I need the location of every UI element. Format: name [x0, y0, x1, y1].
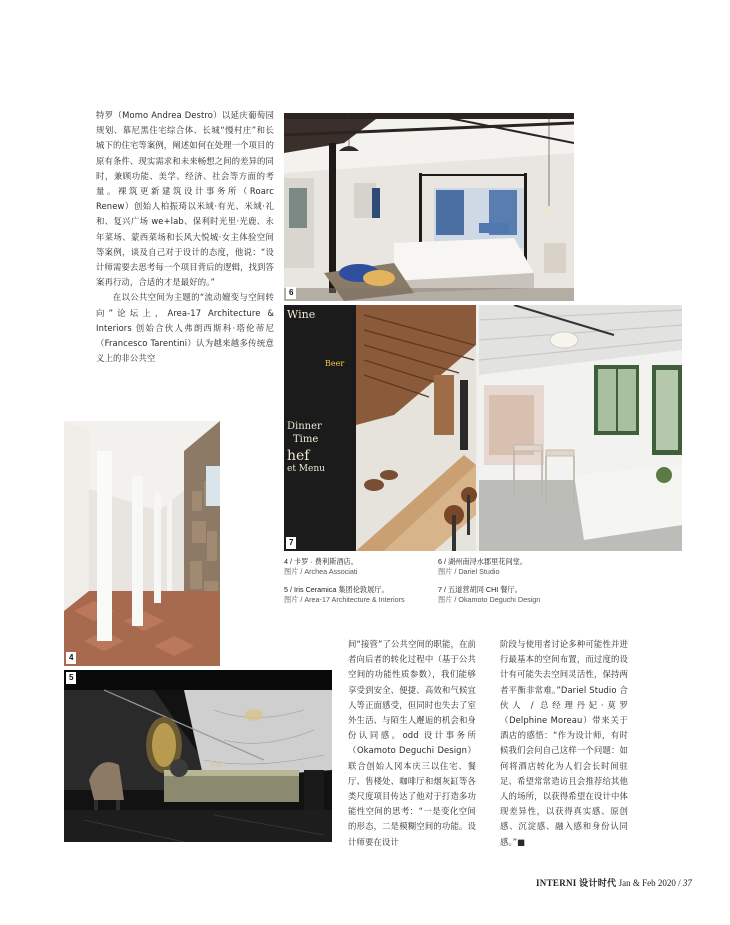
caption-title: 6 / 湖州南浔水郡里花间堂。: [438, 557, 528, 566]
article-paragraph: 间“接管”了公共空间的职能，在前者向后者的转化过程中（基于公共空间的功能性质参数），我们能够享受到安全、便捷、高效和气候宜人等正面感受，但同时也失去了室外生活、与陌生人邂逅的机会和身份认同感。odd 设计事务所（Okamoto Deguchi Design）联合创始人冈本庆三以住宅、餐厅、售楼处、咖啡厅和烟灰缸等各类尺度项目传达了他对于打造多功能性空间的思考：“一是变化空间的形态，二是模糊空间的功能。设计师要在设计: [348, 639, 476, 847]
photo-showroom: [64, 670, 332, 842]
photo-restaurant: [284, 305, 682, 551]
photo-number: 7: [286, 537, 296, 549]
photo-number: 4: [66, 652, 76, 664]
magazine-brand: INTERNI 设计时代: [536, 878, 617, 888]
photo-hotel-room: [284, 113, 574, 301]
caption-6: [438, 557, 598, 577]
caption-title: 5 / Iris Ceramica 集团伦敦展厅。: [284, 585, 389, 594]
caption-credit: 图片 / Area-17 Architecture & Interiors: [284, 595, 405, 604]
article-column-1: [96, 108, 277, 366]
photo-number: 5: [66, 672, 76, 684]
chalk-text: Time: [293, 434, 319, 445]
article-column-3: [500, 637, 628, 850]
showroom-sign: Mid: [210, 760, 226, 769]
caption-credit: 图片 / Dariel Studio: [438, 567, 500, 576]
issue-date: Jan & Feb 2020: [618, 878, 676, 888]
caption-7: [438, 585, 598, 605]
chalk-text: Dinner: [287, 421, 322, 432]
chalk-text: Beer: [325, 359, 345, 368]
caption-5: [284, 585, 434, 605]
caption-title: 7 / 五道营胡同 CHI 餐厅。: [438, 585, 522, 594]
caption-title: 4 / 卡罗 · 费利斯酒店。: [284, 557, 358, 566]
chalk-text: hef: [287, 448, 310, 464]
page-number: 37: [682, 878, 692, 888]
photo-number: 6: [286, 287, 296, 299]
page-footer: [536, 876, 692, 889]
article-column-2: [348, 637, 476, 850]
caption-credit: 图片 / Okamoto Deguchi Design: [438, 595, 541, 604]
chalk-text: et Menu: [287, 464, 325, 474]
article-paragraph: 在以公共空间为主题的“流动嬗变与空间转向”论坛上，Area-17 Architecture & Interiors 创始合伙人弗朗西斯科·塔伦蒂尼（Francesco Tarentini）认为越来越多传统意义上的非公共空: [96, 292, 277, 364]
chalk-text: Wine: [287, 308, 316, 321]
caption-4: [284, 557, 434, 577]
photo-colonnade-hall: [64, 421, 220, 666]
article-paragraph: 阶段与使用者讨论多种可能性并进行最基本的空间布置，而过度的设计有可能失去空间灵活性，保持两者平衡非常难。”Dariel Studio 合伙人 / 总经理丹妃·莫罗（Delphine Moreau）带来关于酒店的感悟：“作为设计师，有时候我们会问自己这样一个问题：如何将酒店转化为人们会长时间驻足、希望常常造访且会推荐给其他人的场所，以获得希望在设计中体现差异性，以获得真实感、原创感、沉淀感、融入感和身份认同感。”■: [500, 639, 628, 847]
footer-separator: /: [678, 878, 681, 888]
article-paragraph: 特罗（Momo Andrea Destro）以延庆葡萄园规划、慕尼黑住宅综合体、长城“慢村庄”和长城下的住宅等案例，阐述如何在处理一个项目的原有条件、现实需求和未来畅想之间的差异的同时，兼顾功能、美学、经济、社会等方面的考量。裸筑更新建筑设计事务所（Roarc Renew）创始人柏振琦以米域·有光、米域·礼和、复兴广场 we+lab、保利时光里·光鹿、永年菜场、蒙西菜场和长风大悦城·女主体验空间等案例，谈及自己对于设计的态度，他说：“设计师需要去思考每一个项目背后的逻辑，找到答案再行动，合适的才是最好的。”: [96, 110, 277, 288]
chalkboard-menu: [287, 308, 357, 476]
caption-credit: 图片 / Archea Associati: [284, 567, 358, 576]
